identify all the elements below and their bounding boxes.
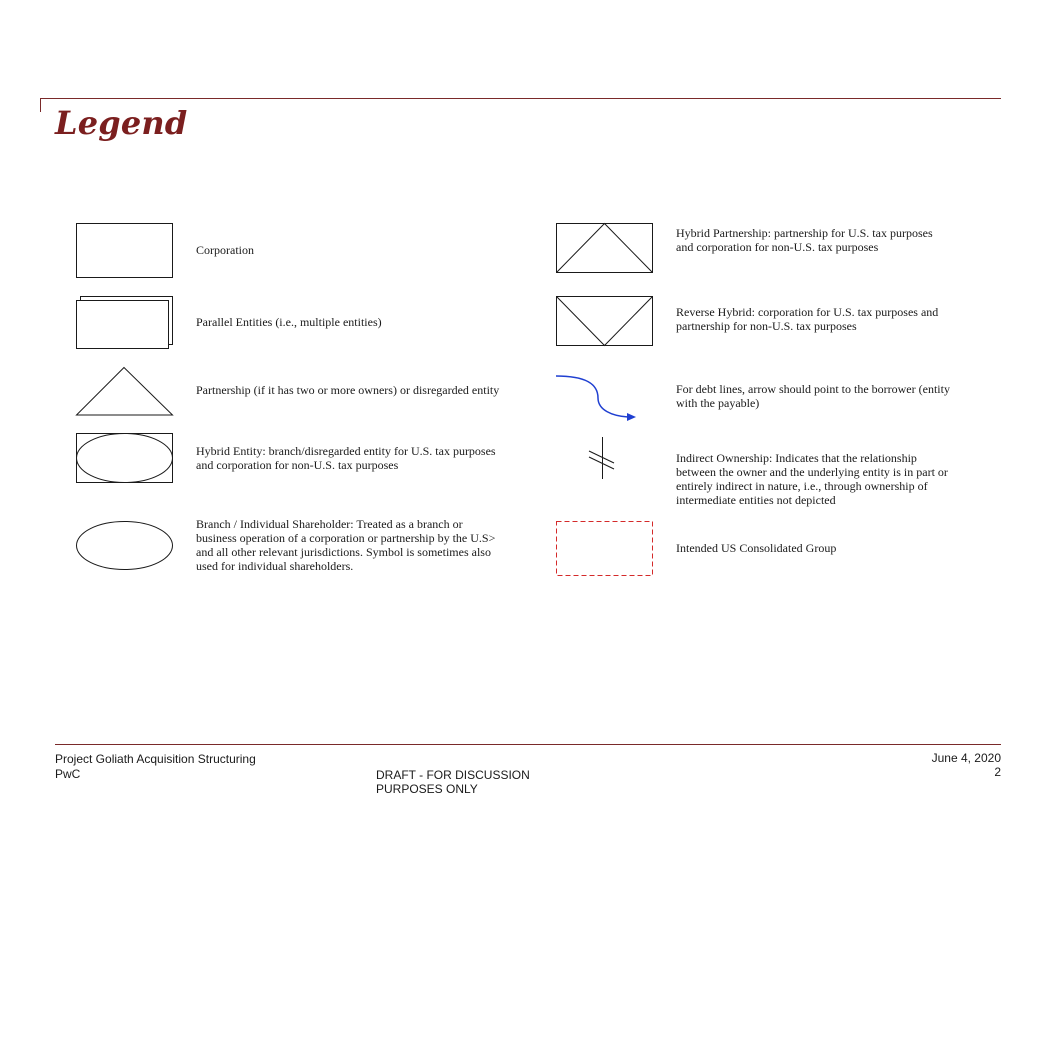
legend-label-branch-shareholder: Branch / Individual Shareholder: Treated as a branch or business operation of a corporation or partnership by the U.S> and all other relevant jurisdictions. Symbol is sometimes also used for individual shareholders.	[196, 517, 496, 573]
legend-label-reverse-hybrid: Reverse Hybrid: corporation for U.S. tax purposes and partnership for non-U.S. tax purposes	[676, 305, 939, 333]
curved-arrow-icon	[556, 374, 640, 424]
legend-label-parallel-entities: Parallel Entities (i.e., multiple entities)	[196, 315, 382, 329]
inverted-triangle-in-rectangle-icon	[556, 296, 654, 347]
legend-label-consolidated-group: Intended US Consolidated Group	[676, 541, 837, 555]
footer-date: June 4, 2020	[931, 751, 1001, 765]
footer-project-name: Project Goliath Acquisition Structuring	[55, 752, 256, 766]
legend-label-corporation: Corporation	[196, 243, 254, 257]
header-rule	[40, 98, 1001, 99]
header-rule-tick	[40, 98, 41, 112]
legend-label-partnership: Partnership (if it has two or more owners) or disregarded entity	[196, 383, 500, 397]
rectangle-icon	[76, 223, 174, 279]
footer-draft-line-1: DRAFT - FOR DISCUSSION	[376, 768, 530, 782]
footer-draft-line-2: PURPOSES ONLY	[376, 782, 478, 796]
legend-label-hybrid-entity: Hybrid Entity: branch/disregarded entity for U.S. tax purposes and corporation for non-U.S. tax purposes	[196, 444, 496, 472]
oval-in-rectangle-icon	[76, 433, 174, 484]
stacked-rectangles-icon	[76, 296, 174, 351]
oval-icon	[76, 521, 174, 571]
footer-company: PwC	[55, 767, 81, 781]
legend-label-hybrid-partnership: Hybrid Partnership: partnership for U.S. tax purposes and corporation for non-U.S. tax purposes	[676, 226, 933, 254]
legend-label-debt-lines: For debt lines, arrow should point to the borrower (entity with the payable)	[676, 382, 950, 410]
footer-page-number: 2	[994, 765, 1001, 779]
triangle-icon	[76, 367, 174, 417]
legend-label-indirect-ownership: Indirect Ownership: Indicates that the relationship between the owner and the underlying entity is in part or entirely indirect in nature, i.e., through ownership of intermediate entities not depicted	[676, 451, 948, 507]
dashed-rectangle-icon	[556, 521, 654, 577]
page-title: Legend	[55, 104, 188, 142]
triangle-in-rectangle-icon	[556, 223, 654, 274]
footer-rule	[55, 744, 1001, 745]
hash-line-icon	[586, 437, 616, 481]
